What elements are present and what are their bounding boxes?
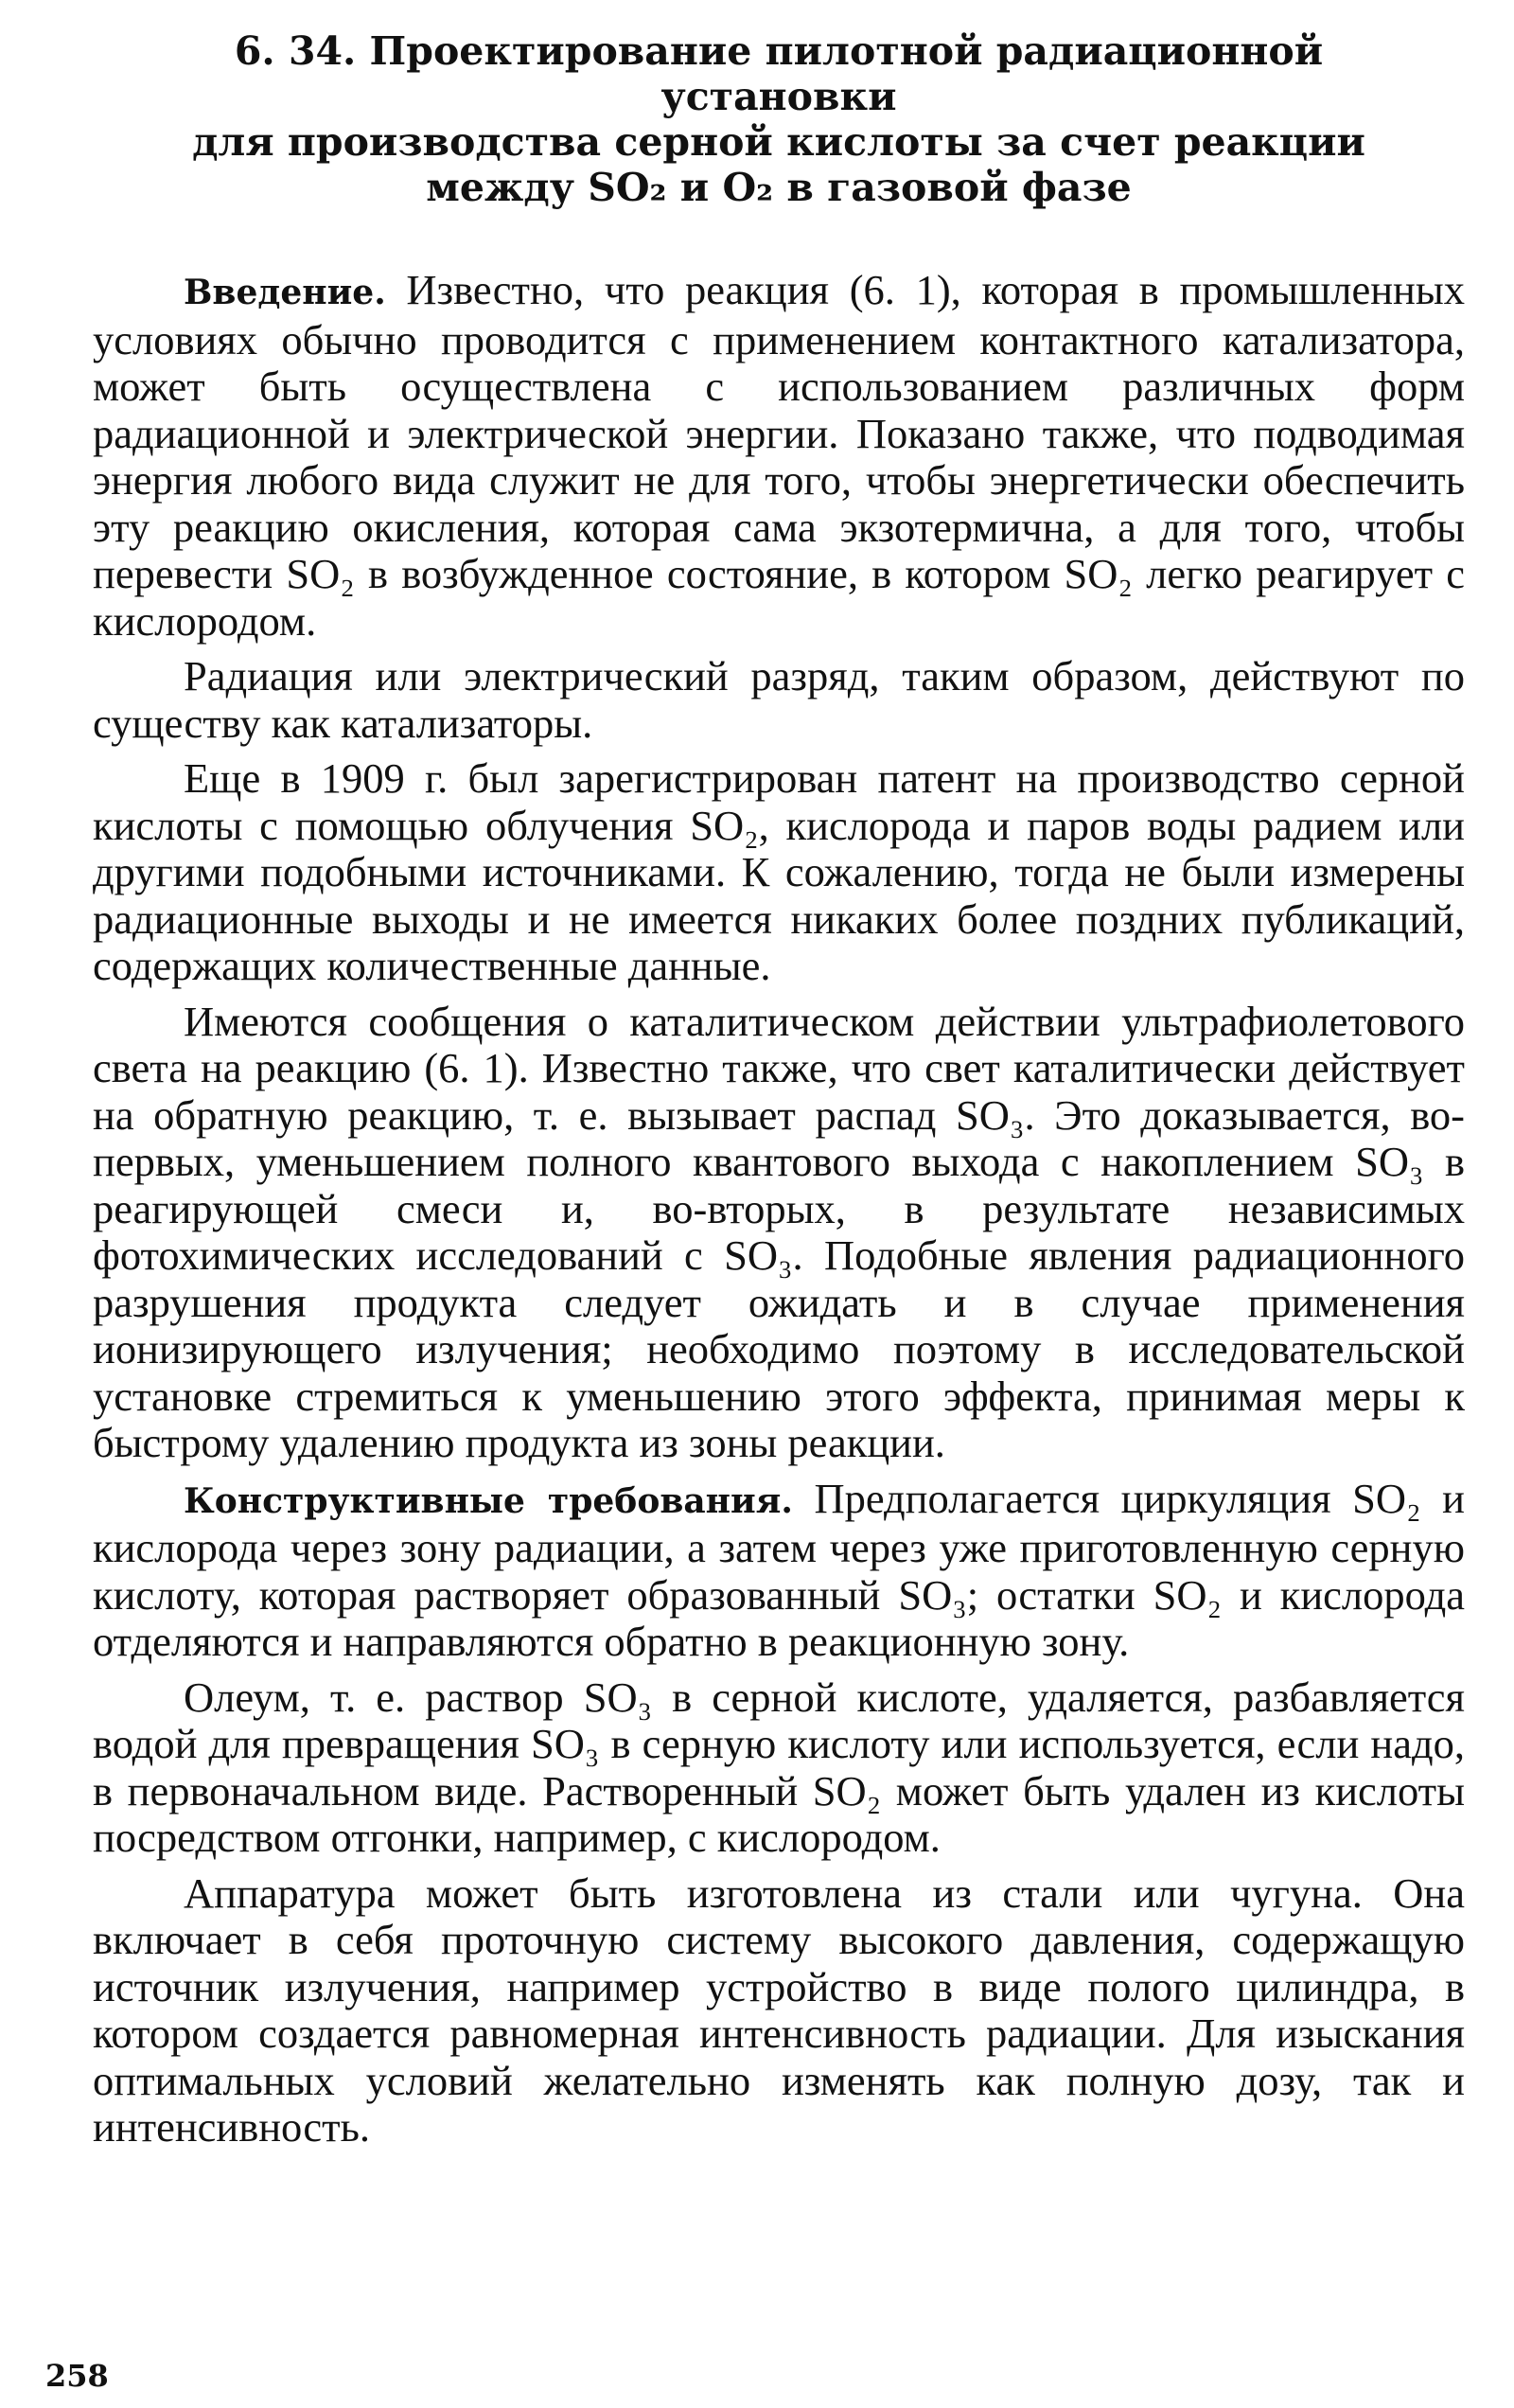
paragraph-text: Аппаратура может быть изготовлена из стали или чугуна. Она включает в себя проточную систему высокого давления, содержащую источник излучения, например устройство в виде полого цилиндра, в котором создается равномерная интенсивность радиации. Для изыскания оптимальных условий желательно изменять как полную дозу, так и интенсивность. bbox=[93, 1868, 1465, 2151]
paragraph-text: Еще в 1909 г. был зарегистрирован патент на производство серной кислоты с помощью облучения SO₂, кислорода и паров воды радием или другими подобными источниками. К сожалению, тогда не были измерены радиационные выходы и не имеется никаких более поздних публикаций, содержащих количественные данные. bbox=[93, 754, 1465, 989]
paragraph bbox=[93, 755, 1465, 990]
page-number: 258 bbox=[45, 2358, 109, 2394]
page bbox=[93, 28, 1465, 2160]
paragraph-design-requirements bbox=[93, 1476, 1465, 1666]
paragraph bbox=[93, 999, 1465, 1467]
paragraph-text: Олеум, т. е. раствор SO₃ в серной кислоте, удаляется, разбавляется водой для превращения SO₃ в серную кислоту или используется, если надо, в первоначальном виде. Растворенный SO₂ может быть удален из кислоты посредством отгонки, например, с кислородом. bbox=[93, 1673, 1465, 1861]
paragraph bbox=[93, 1870, 1465, 2151]
heading-line-1: 6. 34. Проектирование пилотной радиационной установки bbox=[234, 28, 1324, 119]
paragraph-text: Имеются сообщения о каталитическом действии ультрафиолетового света на реакцию (6. 1). Известно также, что свет каталитически действует на обратную реакцию, т. е. вызывает распад SO₃. Это доказывается, во-первых, уменьшением полного квантового выхода с накоплением SO₃ в реагирующей смеси и, во-вторых, в результате независимых фотохимических исследований с SO₃. Подобные явления радиационного разрушения продукта следует ожидать и в случае применения ионизирующего излучения; необходимо поэтому в исследовательской установке стремиться к уменьшению этого эффекта, принимая меры к быстрому удалению продукта из зоны реакции. bbox=[93, 997, 1465, 1466]
paragraph bbox=[93, 1674, 1465, 1862]
paragraph-text: Предполагается циркуляция SO₂ и кислорода через зону радиации, а затем через уже приготовленную серную кислоту, которая растворяет образованный SO₃; остатки SO₂ и кислорода отделяются и направляются обратно в реакционную зону. bbox=[93, 1474, 1466, 1665]
run-in-heading: Введение. bbox=[184, 273, 386, 312]
paragraph-text: Радиация или электрический разряд, таким образом, действуют по существу как катализаторы. bbox=[93, 652, 1465, 747]
section-heading bbox=[93, 28, 1465, 210]
run-in-heading: Конструктивные требования. bbox=[184, 1480, 793, 1521]
paragraph-introduction bbox=[93, 267, 1465, 645]
heading-line-3: между SO₂ и O₂ в газовой фазе bbox=[426, 165, 1132, 210]
paragraph bbox=[93, 653, 1465, 747]
paragraph-text: Известно, что реакция (6. 1), которая в промышленных условиях обычно проводится с применением контактного катализатора, может быть осуществлена с использованием различных форм радиационной и электрической энергии. Показано также, что подводимая энергия любого вида служит не для того, чтобы энергетически обеспечить эту реакцию окисления, которая сама экзотермична, а для того, чтобы перевести SO₂ в возбужденное состояние, в котором SO₂ легко реагирует с кислородом. bbox=[93, 266, 1465, 645]
heading-line-2: для производства серной кислоты за счет реакции bbox=[192, 119, 1365, 165]
